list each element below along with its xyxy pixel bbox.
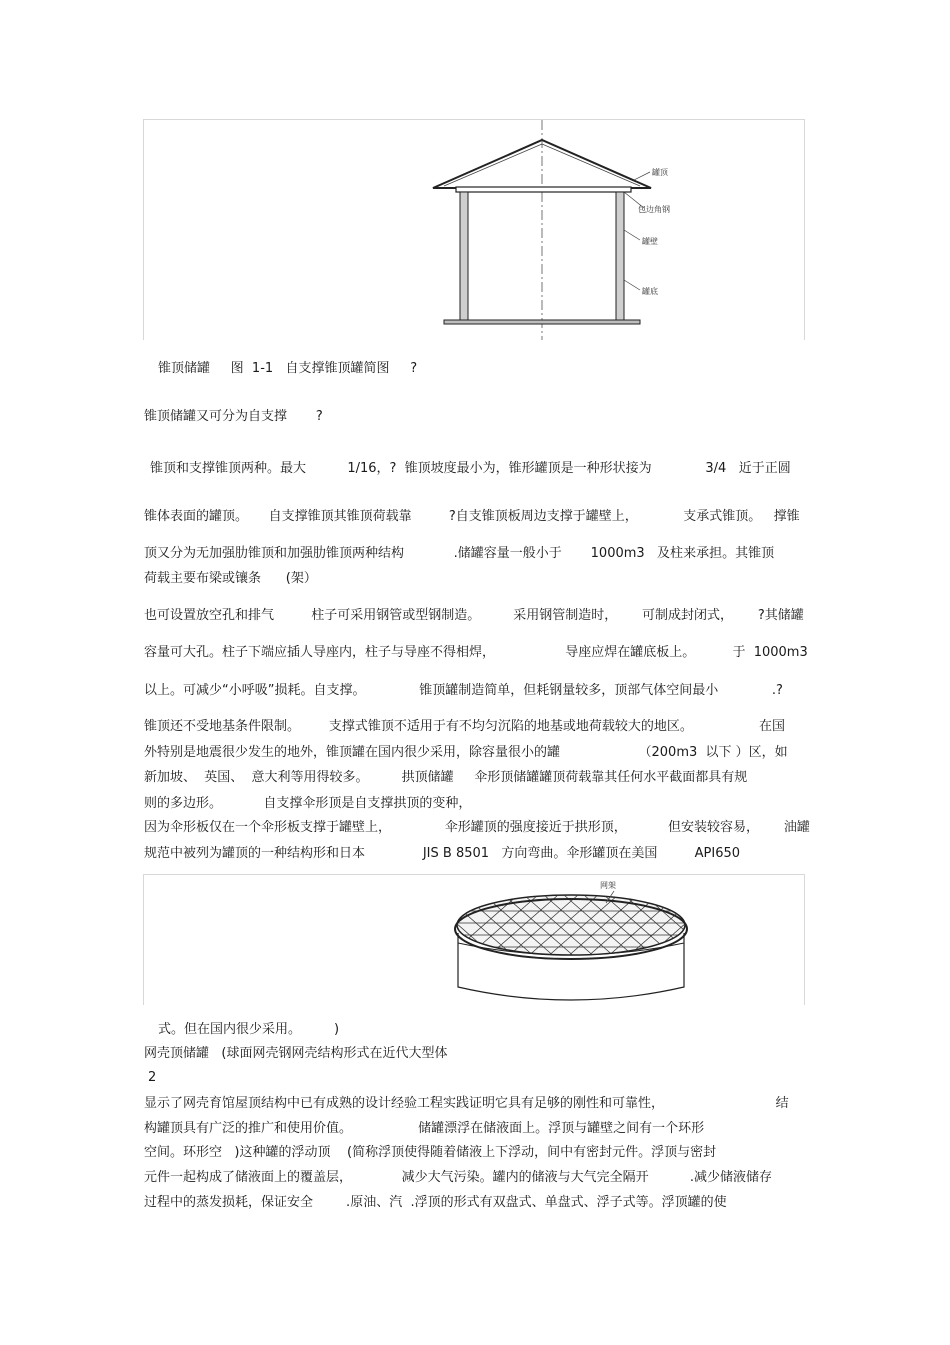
text-line: 锥体表面的罐顶。 自支撑锥顶其锥顶荷载靠 ?自支锥顶板周边支撑于罐壁上， 支承式锥顶。 撑锥 — [144, 509, 800, 524]
text-line: 式。但在国内很少采用。 ) — [158, 1022, 340, 1037]
lattice-roof-tank-drawing — [144, 875, 804, 1005]
text-line: 锥顶还不受地基条件限制。 支撑式锥顶不适用于有不均匀沉陷的地基或地荷载较大的地区。 在国 — [144, 719, 786, 734]
text-line: 元件一起构成了储液面上的覆盖层， 减少大气污染。罐内的储液与大气完全隔开 .减少储液储存 — [144, 1170, 773, 1185]
text-line: 规范中被列为罐顶的一种结构形和日本 JIS B 8501 方向弯曲。伞形罐顶在美国 API650 — [144, 846, 741, 861]
text-line: 荷载主要布梁或镶条 (架） — [144, 571, 317, 586]
label-angle-steel: 包边角钢 — [638, 205, 670, 214]
text-line: 因为伞形板仅在一个伞形板支撑于罐壁上， 伞形罐顶的强度接近于拱形顶， 但安装较容易， 油罐 — [144, 820, 810, 835]
figure-lattice-roof-tank — [143, 874, 805, 1005]
lattice-dome — [457, 895, 685, 955]
text-line: 锥顶和支撑锥顶两种。最大 1/16，? 锥顶坡度最小为，锥形罐顶是一种形状接为 3/4 近于正圆 — [150, 461, 791, 476]
text-line: 空间。环形空 )这种罐的浮动顶 (简称浮顶使得随着储液上下浮动，间中有密封元件。浮顶与密封 — [144, 1145, 717, 1160]
label-wall: 罐壁 — [642, 237, 658, 246]
text-line: 外特别是地震很少发生的地外，锥顶罐在国内很少采用，除容量很小的罐 （200m3 以下 ）区，如 — [144, 745, 788, 760]
text-line: 锥顶储罐又可分为自支撑 ? — [144, 409, 323, 424]
text-line: 新加坡、 英国、 意大利等用得较多。 拱顶储罐 伞形顶储罐罐顶荷载靠其任何水平截面都具有规 — [144, 770, 748, 785]
label-roof: 罐顶 — [652, 168, 668, 177]
cone-roof-tank-drawing — [144, 120, 804, 340]
text-line: 顶又分为无加强肋锥顶和加强肋锥顶两种结构 .储罐容量一般小于 1000m3 及柱来承担。其锥顶 — [144, 546, 775, 561]
text-line: 也可设置放空孔和排气 柱子可采用钢管或型钢制造。 采用钢管制造时， 可制成封闭式， ?其储罐 — [144, 608, 804, 623]
text-line: 容量可大孔。柱子下端应插人导座内，柱子与导座不得相焊， 导座应焊在罐底板上。 于 1000m3 — [144, 645, 808, 660]
caption-figure-1: 锥顶储罐 图 1-1 自支撑锥顶罐简图 ? — [158, 361, 418, 376]
label-bottom: 罐底 — [642, 287, 658, 296]
angle-steel — [456, 187, 631, 192]
text-line: 2 — [148, 1070, 157, 1085]
text-line: 构罐顶具有广泛的推广和使用价值。 储罐漂浮在储液面上。浮顶与罐壁之间有一个环形 — [144, 1121, 705, 1136]
text-line: 过程中的蒸发损耗，保证安全 .原油、汽 .浮顶的形式有双盘式、单盘式、浮子式等。浮顶罐的使 — [144, 1195, 727, 1210]
text-line: 显示了网壳育馆屋顶结构中已有成熟的设计经验工程实践证明它具有足够的刚性和可靠性， 结 — [144, 1096, 789, 1111]
text-line: 以上。可减少“小呼吸”损耗。自支撑。 锥顶罐制造简单，但耗钢量较多，顶部气体空间最小 .? — [144, 683, 783, 698]
figure-cone-roof-tank — [143, 119, 805, 340]
tank-wall-right — [616, 192, 624, 322]
tank-wall-left — [460, 192, 468, 322]
text-line: 则的多边形。 自支撑伞形顶是自支撑拱顶的变种， — [144, 796, 472, 811]
section-heading-lattice-roof: 网壳顶储罐 (球面网壳钢网壳结构形式在近代大型体 — [144, 1046, 448, 1061]
tank-bottom — [444, 320, 640, 324]
label-grid: 网架 — [600, 881, 616, 890]
